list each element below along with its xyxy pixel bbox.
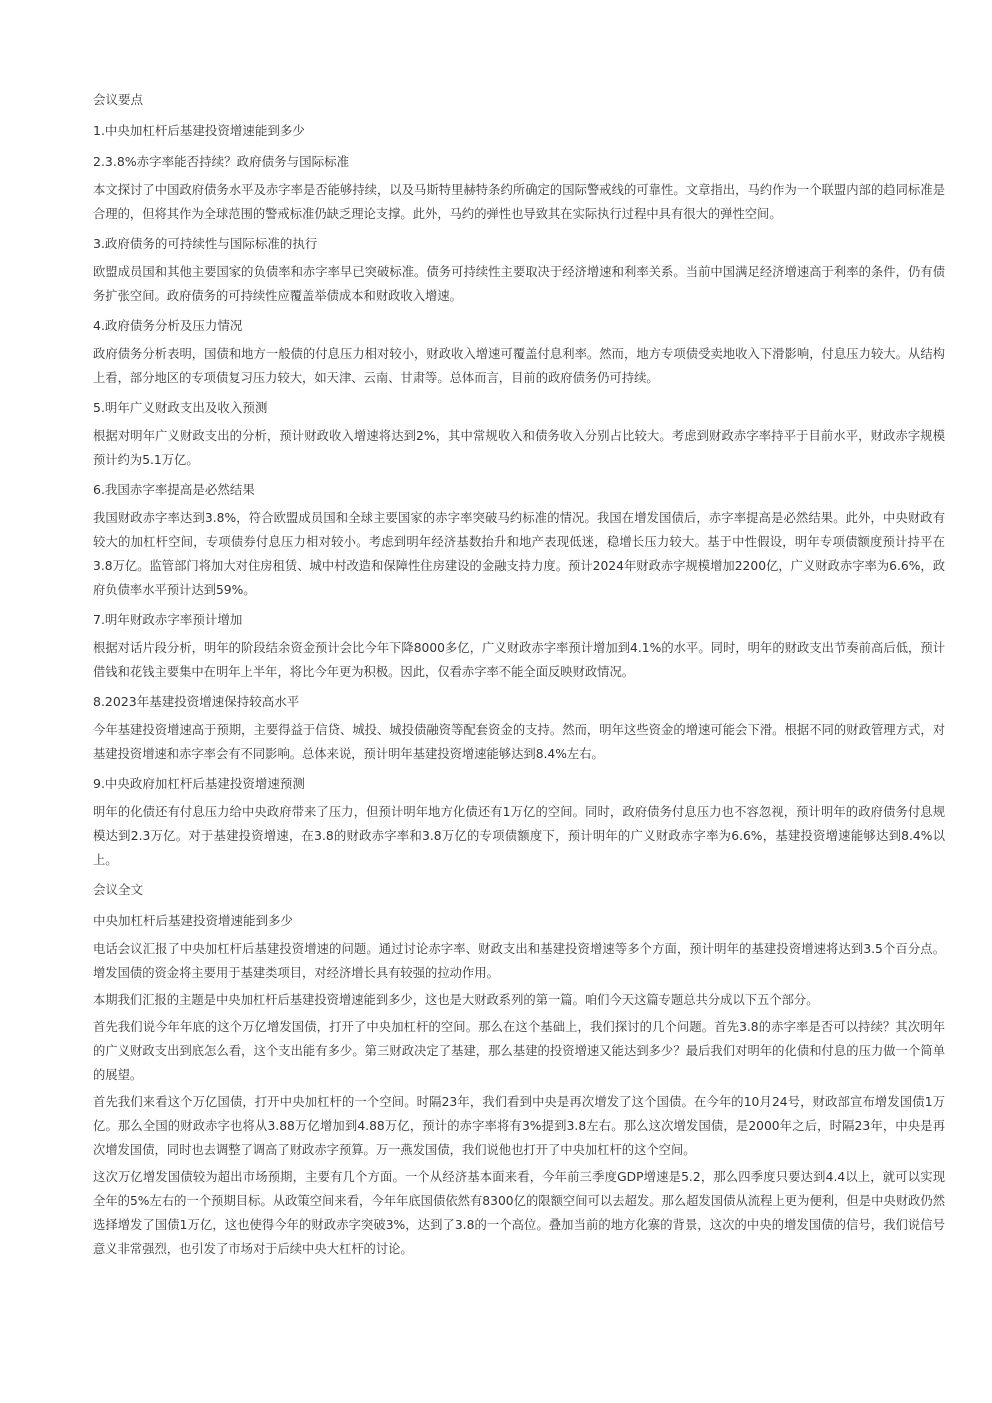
- body-paragraph: 根据对话片段分析，明年的阶段结余资金预计会比今年下降8000多亿，广义财政赤字率预计增加到4.1%的水平。同时，明年的财政支出节奏前高后低，预计借钱和花钱主要集中在明年上半年，将比今年更为积极。因此，仅看赤字率不能全面反映财政情况。: [93, 641, 945, 679]
- body-paragraph: 根据对明年广义财政支出的分析，预计财政收入增速将达到2%，其中常规收入和债务收入分别占比较大。考虑到财政赤字率持平于目前水平，财政赤字规模预计约为5.1万亿。: [93, 429, 945, 467]
- section-heading: 5.明年广义财政支出及收入预测: [93, 400, 268, 415]
- body-paragraph: 欧盟成员国和其他主要国家的负债率和赤字率早已突破标准。债务可持续性主要取决于经济增速和利率关系。当前中国满足经济增速高于利率的条件，仍有债务扩张空间。政府债务的可持续性应覆盖举债成本和财政收入增速。: [93, 265, 945, 303]
- body-paragraph: 本文探讨了中国政府债务水平及赤字率是否能够持续，以及马斯特里赫特条约所确定的国际警戒线的可靠性。文章指出，马约作为一个联盟内部的趋同标准是合理的，但将其作为全球范围的警戒标准仍缺乏理论支撑。此外，马约的弹性也导致其在实际执行过程中具有很大的弹性空间。: [93, 183, 945, 221]
- body-paragraph: 电话会议汇报了中央加杠杆后基建投资增速的问题。通过讨论赤字率、财政支出和基建投资增速等多个方面，预计明年的基建投资增速将达到3.5个百分点。增发国债的资金将主要用于基建类项目，对经济增长具有较强的拉动作用。: [93, 942, 945, 980]
- body-paragraph: 政府债务分析表明，国债和地方一般债的付息压力相对较小，财政收入增速可覆盖付息利率。然而，地方专项债受卖地收入下滑影响，付息压力较大。从结构上看，部分地区的专项债复习压力较大，如天津、云南、甘肃等。总体而言，目前的政府债务仍可持续。: [93, 347, 945, 385]
- body-paragraph: 我国财政赤字率达到3.8%，符合欧盟成员国和全球主要国家的赤字率突破马约标准的情况。我国在增发国债后，赤字率提高是必然结果。此外，中央财政有较大的加杠杆空间，专项债券付息压力相对较小。考虑到明年经济基数抬升和地产表现低迷，稳增长压力较大。基于中性假设，明年专项债额度预计持平在3.8万亿。监管部门将加大对住房租赁、城中村改造和保障性住房建设的金融支持力度。预计2024年财政赤字规模增加2200亿，广义财政赤字率为6.6%，政府负债率水平预计达到59%。: [93, 511, 945, 597]
- body-paragraph: 首先我们来看这个万亿国债，打开中央加杠杆的一个空间。时隔23年，我们看到中央是再次增发了这个国债。在今年的10月24号，财政部宣布增发国债1万亿。那么全国的财政赤字也将从3.88万亿增加到4.88万亿，预计的赤字率将有3%提到3.8左右。那么这次增发国债，是2000年之后，时隔23年，中央是再次增发国债，同时也去调整了调高了财政赤字预算。万一燕发国债，我们说他也打开了中央加杠杆的这个空间。: [93, 1095, 945, 1157]
- body-paragraph: 明年的化债还有付息压力给中央政府带来了压力，但预计明年地方化债还有1万亿的空间。同时，政府债务付息压力也不容忽视，预计明年的政府债务付息规模达到2.3万亿。对于基建投资增速，在3.8的财政赤字率和3.8万亿的专项债额度下，预计明年的广义财政赤字率为6.6%，基建投资增速能够达到8.4%以上。: [93, 805, 945, 867]
- section-heading: 4.政府债务分析及压力情况: [93, 318, 243, 333]
- section-heading: 1.中央加杠杆后基建投资增速能到多少: [93, 123, 305, 138]
- section-heading: 会议全文: [93, 882, 144, 897]
- section-heading: 3.政府债务的可持续性与国际标准的执行: [93, 236, 318, 251]
- section-heading: 7.明年财政赤字率预计增加: [93, 612, 243, 627]
- section-heading: 中央加杠杆后基建投资增速能到多少: [93, 913, 294, 928]
- document-page: [93, 89, 945, 1268]
- body-paragraph: 今年基建投资增速高于预期，主要得益于信贷、城投、城投债融资等配套资金的支持。然而，明年这些资金的增速可能会下滑。根据不同的财政管理方式，对基建投资增速和赤字率会有不同影响。总体来说，预计明年基建投资增速能够达到8.4%左右。: [93, 723, 945, 761]
- body-paragraph: 首先我们说今年年底的这个万亿增发国债，打开了中央加杠杆的空间。那么在这个基础上，我们探讨的几个问题。首先3.8的赤字率是否可以持续？其次明年的广义财政支出到底怎么看，这个支出能有多少。第三财政决定了基建，那么基建的投资增速又能达到多少？最后我们对明年的化债和付息的压力做一个简单的展望。: [93, 1020, 945, 1082]
- section-heading: 9.中央政府加杠杆后基建投资增速预测: [93, 776, 305, 791]
- section-heading: 2.3.8%赤字率能否持续？政府债务与国际标准: [93, 154, 350, 169]
- body-paragraph: 这次万亿增发国债较为超出市场预期，主要有几个方面。一个从经济基本面来看，今年前三季度GDP增速是5.2，那么四季度只要达到4.4以上，就可以实现全年的5%左右的一个预期目标。从政策空间来看，今年年底国债依然有8300亿的限额空间可以去超发。那么超发国债从流程上更为便利，但是中央财政仍然选择增发了国债1万亿，这也使得今年的财政赤字突破3%，达到了3.8的一个高位。叠加当前的地方化寨的背景，这次的中央的增发国债的信号，我们说信号意义非常强烈，也引发了市场对于后续中央大杠杆的讨论。: [93, 1170, 945, 1256]
- section-heading: 会议要点: [93, 92, 144, 107]
- section-heading: 8.2023年基建投资增速保持较高水平: [93, 694, 300, 709]
- body-paragraph: 本期我们汇报的主题是中央加杠杆后基建投资增速能到多少，这也是大财政系列的第一篇。咱们今天这篇专题总共分成以下五个部分。: [93, 993, 819, 1007]
- section-heading: 6.我国赤字率提高是必然结果: [93, 482, 255, 497]
